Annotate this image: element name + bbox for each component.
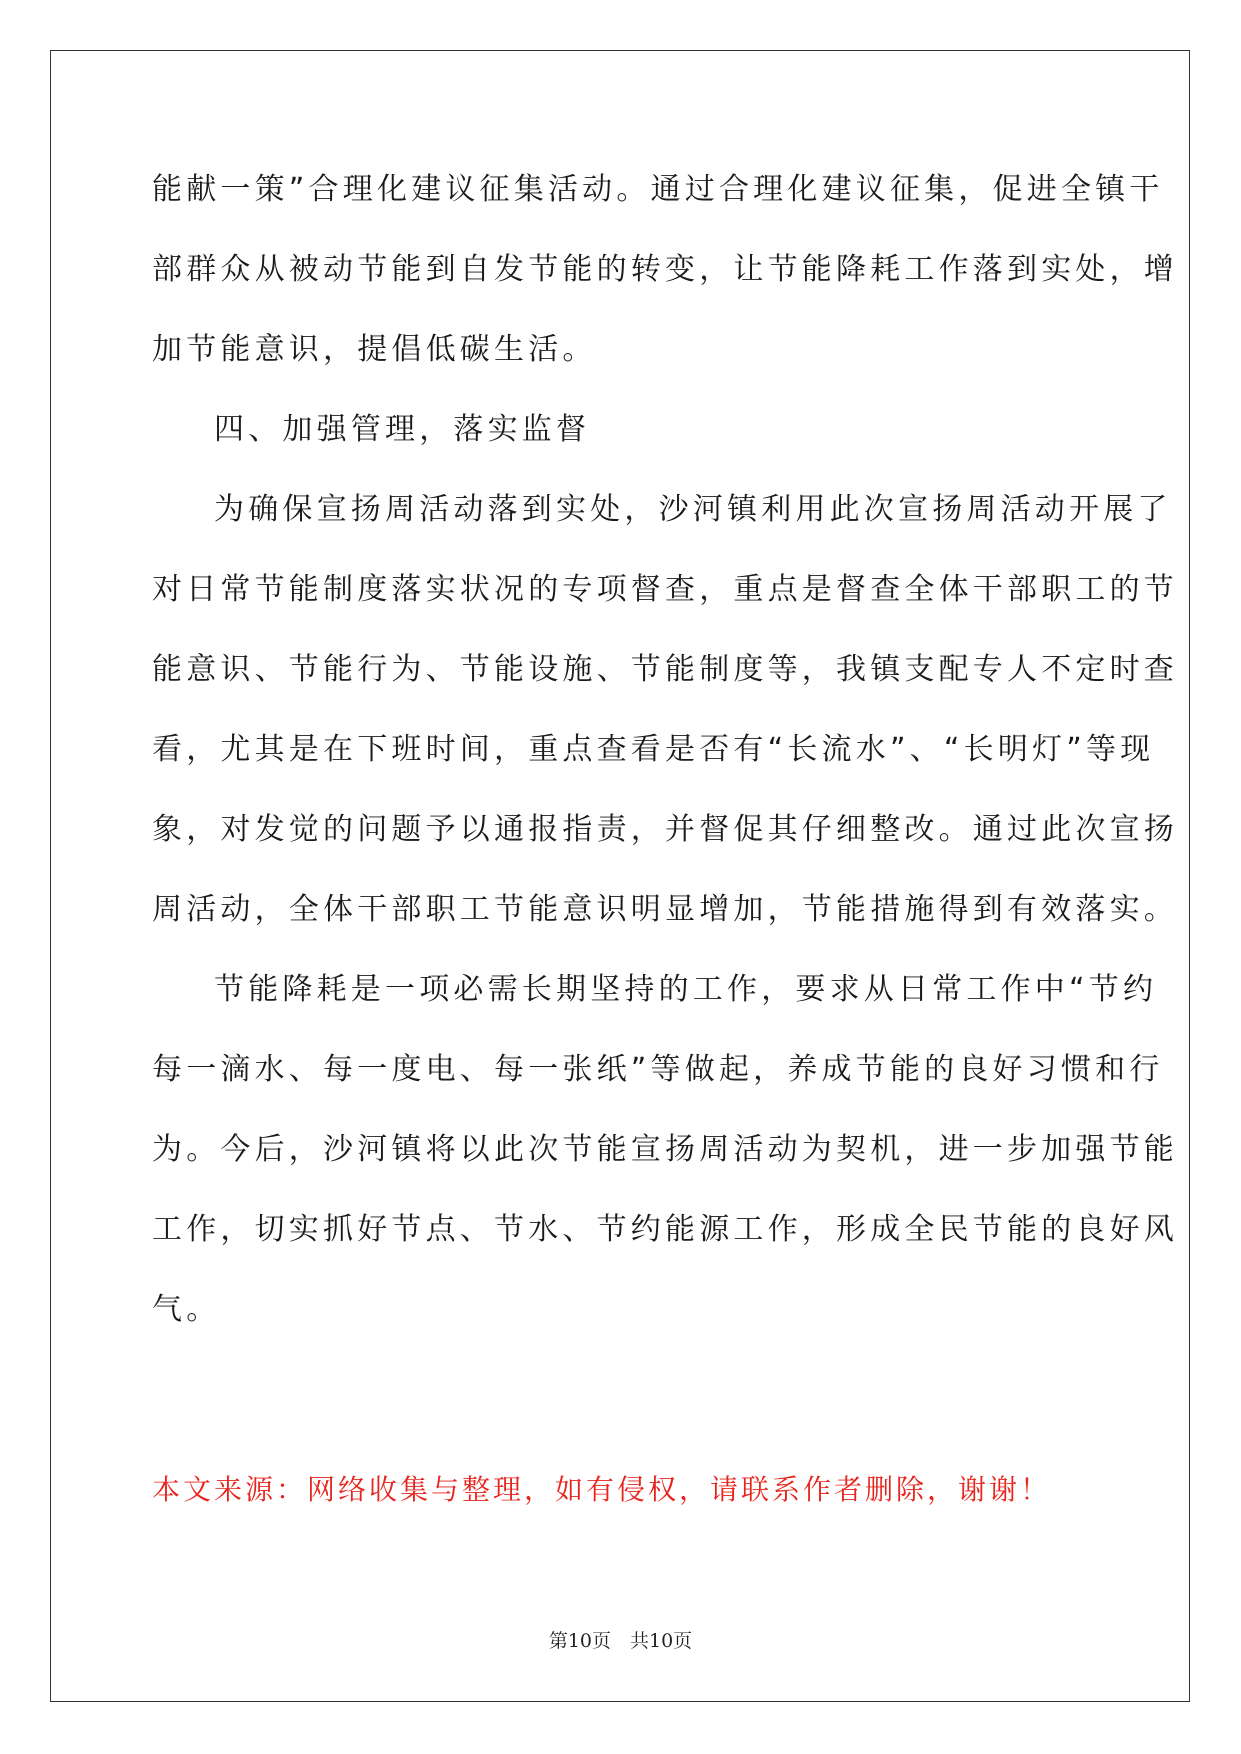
paragraph-1-line-2: 部群众从被动节能到自发节能的转变，让节能降耗工作落到实处，增: [152, 252, 1178, 287]
paragraph-1-line-3: 加节能意识，提倡低碳生活。: [152, 332, 597, 367]
source-note: 本文来源：网络收集与整理，如有侵权，请联系作者删除，谢谢！: [152, 1473, 1052, 1506]
paragraph-3-line-3: 为。今后，沙河镇将以此次节能宣扬周活动为契机，进一步加强节能: [152, 1132, 1178, 1167]
paragraph-2-line-6: 周活动，全体干部职工节能意识明显增加，节能措施得到有效落实。: [152, 892, 1178, 927]
paragraph-2-line-2: 对日常节能制度落实状况的专项督查，重点是督查全体干部职工的节: [152, 572, 1178, 607]
paragraph-3-line-2: 每一滴水、每一度电、每一张纸”等做起，养成节能的良好习惯和行: [152, 1052, 1164, 1087]
paragraph-1-line-1: 能献一策”合理化建议征集活动。通过合理化建议征集，促进全镇干: [152, 172, 1164, 207]
paragraph-2-line-1: 为确保宣扬周活动落到实处，沙河镇利用此次宣扬周活动开展了: [214, 492, 1172, 527]
section-heading-4: 四、加强管理，落实监督: [214, 412, 591, 447]
paragraph-2-line-3: 能意识、节能行为、节能设施、节能制度等，我镇支配专人不定时查: [152, 652, 1178, 687]
paragraph-3-line-4: 工作，切实抓好节点、节水、节约能源工作，形成全民节能的良好风: [152, 1212, 1178, 1247]
page-number: 第10页 共10页: [548, 1630, 693, 1652]
paragraph-2-line-4: 看，尤其是在下班时间，重点查看是否有“长流水”、“长明灯”等现: [152, 732, 1155, 767]
page-border: [50, 50, 1190, 1702]
paragraph-3-line-5: 气。: [152, 1292, 221, 1327]
paragraph-2-line-5: 象，对发觉的问题予以通报指责，并督促其仔细整改。通过此次宣扬: [152, 812, 1178, 847]
paragraph-3-line-1: 节能降耗是一项必需长期坚持的工作，要求从日常工作中“节约: [214, 972, 1158, 1007]
